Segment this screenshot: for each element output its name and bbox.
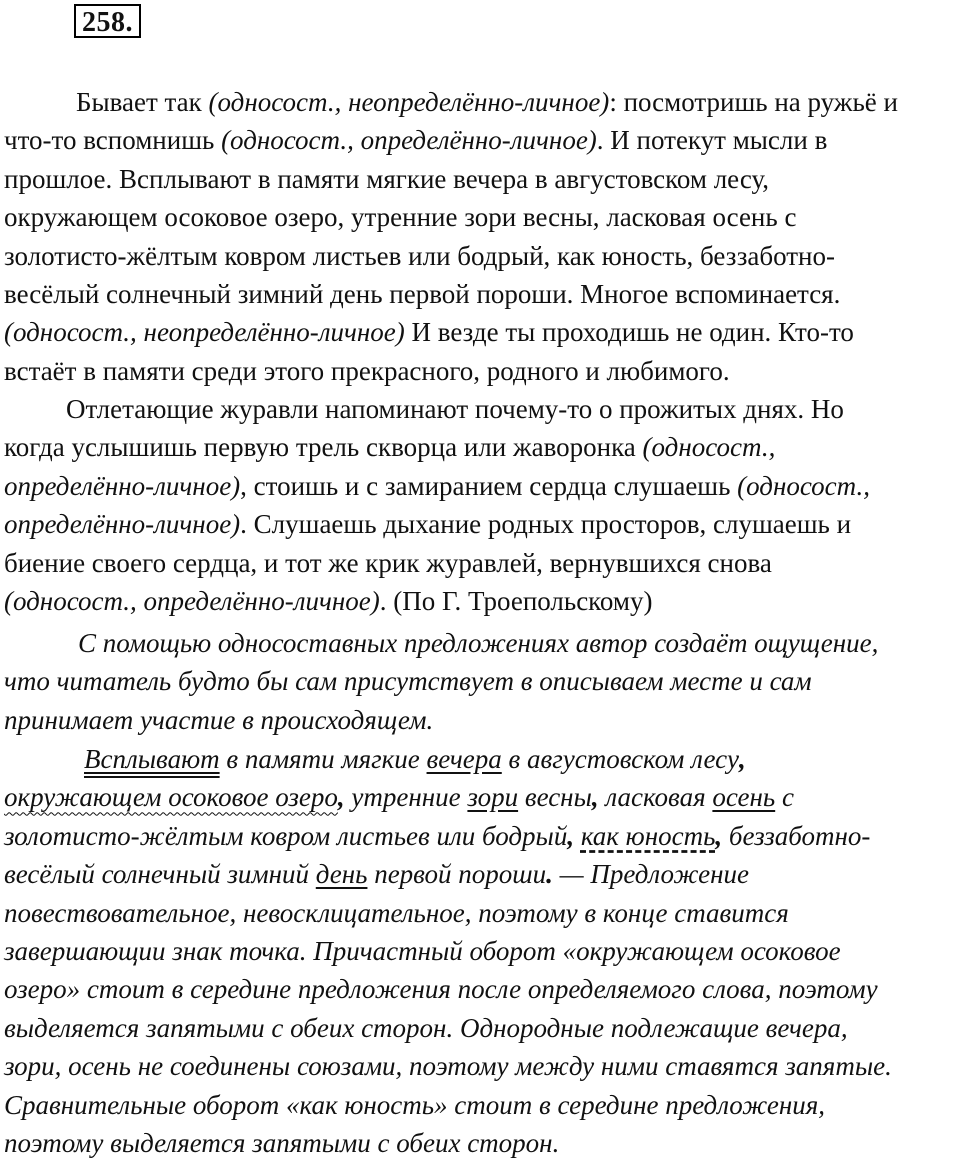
text-line: зори, осень не соединены союзами, поэтому между ними ставятся запятые. — [4, 1051, 892, 1082]
text-line: весёлый солнечный зимний день первой пороши. Многое вспоминается. — [4, 279, 841, 310]
text-line: Отлетающие журавли напоминают почему-то о прожитых днях. Но — [66, 394, 844, 424]
comparison-underline: как юность — [580, 820, 716, 851]
text-line: золотисто-жёлтым ковром листьев или бодрый, как юность, беззаботно- — [4, 820, 871, 851]
subject-underline: вечера — [426, 744, 502, 774]
text-line: встаёт в памяти среди этого прекрасного, родного и любимого. — [4, 355, 730, 386]
analysis-paragraph — [4, 624, 956, 739]
text-line: озеро» стоит в середине предложения после определяемого слова, поэтому — [4, 974, 878, 1005]
text-line: С помощью односоставных предложениях автор создаёт ощущение, — [78, 628, 879, 658]
sentence-parse — [4, 740, 956, 1162]
paragraph-2 — [4, 390, 956, 620]
text-line: определённо-личное), стоишь и с замиранием сердца слушаешь (односост., — [4, 470, 870, 501]
subject-underline: Всплывают — [84, 744, 220, 774]
subject-underline: день — [315, 859, 368, 890]
text-line: повествовательное, невосклицательное, поэтому в конце ставится — [4, 897, 789, 928]
text-line: выделяется запятыми с обеих сторон. Однородные подлежащие вечера, — [4, 1012, 848, 1043]
text-line: Сравнительные оборот «как юность» стоит в середине предложения, — [4, 1089, 826, 1120]
text-line: биение своего сердца, и тот же крик журавлей, вернувшихся снова — [4, 547, 772, 578]
text-line: что-то вспомнишь (односост., определённо-личное). И потекут мысли в — [4, 125, 828, 156]
text-line: прошлое. Всплывают в памяти мягкие вечера в августовском лесу, — [4, 163, 770, 194]
text-line: окружающем осоковое озеро, утренние зори весны, ласковая осень с — [4, 782, 794, 813]
text-line: золотисто-жёлтым ковром листьев или бодрый, как юность, беззаботно- — [4, 240, 835, 271]
subject-underline: зори — [467, 782, 519, 813]
text-line: (односост., определённо-личное). (По Г. Троепольскому) — [4, 586, 653, 617]
text-line: весёлый солнечный зимний день первой пороши. — Предложение — [4, 859, 749, 890]
text-line: поэтому выделяется запятыми с обеих сторон. — [4, 1128, 560, 1159]
participle-underline: окружающем осоковое озеро — [4, 782, 338, 813]
text-line: принимает участие в происходящем. — [4, 704, 434, 735]
text-line: когда услышишь первую трель скворца или жаворонка (односост., — [4, 432, 776, 463]
text-line: что читатель будто бы сам присутствует в описываем месте и сам — [4, 666, 812, 697]
text-line: определённо-личное). Слушаешь дыхание родных просторов, слушаешь и — [4, 509, 852, 540]
text-line: Бывает так (односост., неопределённо-личное): посмотришь на ружьё и — [76, 87, 898, 117]
text-line: окружающем осоковое озеро, утренние зори весны, ласковая осень с — [4, 202, 797, 233]
exercise-number: 258. — [74, 4, 141, 38]
text-line: Всплывают в памяти мягкие вечера в августовском лесу, — [84, 744, 746, 774]
subject-underline: осень — [712, 782, 776, 813]
paragraph-1 — [4, 83, 956, 390]
text-line: (односост., неопределённо-личное) И везде ты проходишь не один. Кто-то — [4, 317, 854, 348]
text-line: завершающии знак точка. Причастный оборот «окружающем осоковое — [4, 936, 841, 967]
